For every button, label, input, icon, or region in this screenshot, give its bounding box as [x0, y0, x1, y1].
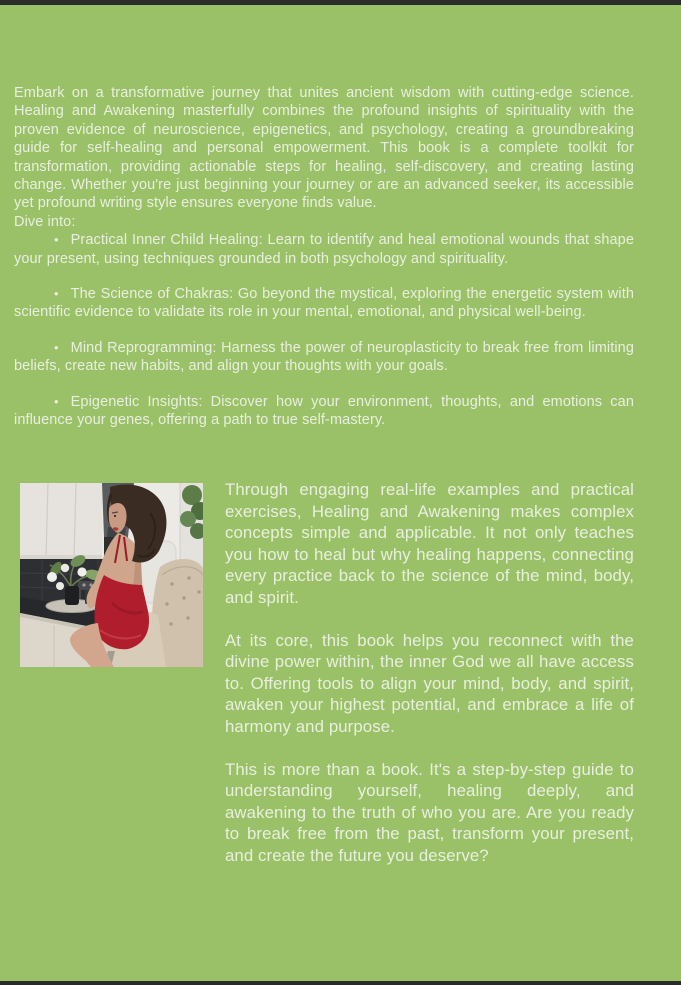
bullet-icon: • [54, 286, 59, 302]
closing-paragraph: Through engaging real-life examples and practical exercises, Healing and Awakening makes complex concepts simple and applicable. It not only teaches you how to heal but why healing happens, connecting every practice back to the science of the mind, body, and spirit. [225, 480, 634, 607]
bullet-icon: • [54, 339, 59, 355]
intro-paragraph: Embark on a transformative journey that unites ancient wisdom with cutting-edge science. Healing and Awakening masterfully combines the profound insights of spirituality with the proven evidence of neuroscience, epigenetics, and psychology, creating a groundbreaking guide for self-healing and personal empowerment. This book is a complete toolkit for transformation, providing actionable steps for healing, self-discovery, and creating lasting change. Whether you're just beginning your journey or are an advanced seeker, its accessible yet profound writing style ensures everyone finds value. [14, 85, 634, 212]
page-top-edge [0, 0, 681, 5]
bullet-item [14, 393, 634, 430]
page-bottom-edge [0, 981, 681, 985]
bullet-text: Practical Inner Child Healing: Learn to identify and heal emotional wounds that shape your present, using techniques grounded in both psychology and spirituality. [14, 232, 634, 267]
closing-paragraph: This is more than a book. It's a step-by-step guide to understanding yourself, healing deeply, and awakening to the truth of who you are. Are you ready to break free from the past, transform your present, and create the future you deserve? [225, 759, 634, 865]
closing-paragraph: At its core, this book helps you reconnect with the divine power within, the inner God we all have access to. Offering tools to align your mind, body, and spirit, awaken your highest potential, and embrace a life of harmony and purpose. [225, 630, 634, 736]
bullet-list [14, 231, 634, 429]
bullet-text: The Science of Chakras: Go beyond the mystical, exploring the energetic system with scientific evidence to validate its role in your mental, emotional, and physical well-being. [14, 286, 634, 321]
bullet-item [14, 285, 634, 322]
author-photo [20, 483, 203, 667]
bullet-item [14, 231, 634, 268]
bullet-text: Epigenetic Insights: Discover how your environment, thoughts, and emotions can influence your genes, offering a path to true self-mastery. [14, 393, 634, 429]
closing-section [225, 479, 634, 867]
lead-in-line: Dive into: [14, 213, 76, 230]
bullet-text: Mind Reprogramming: Harness the power of neuroplasticity to break free from limiting beliefs, create new habits, and align your thoughts with your goals. [14, 339, 634, 375]
bullet-icon: • [54, 393, 59, 409]
bullet-icon: • [54, 232, 59, 248]
intro-section [14, 84, 634, 430]
kitchen-scene-illustration [20, 483, 203, 667]
bullet-item [14, 339, 634, 376]
kitchen-cabinets [20, 483, 102, 559]
